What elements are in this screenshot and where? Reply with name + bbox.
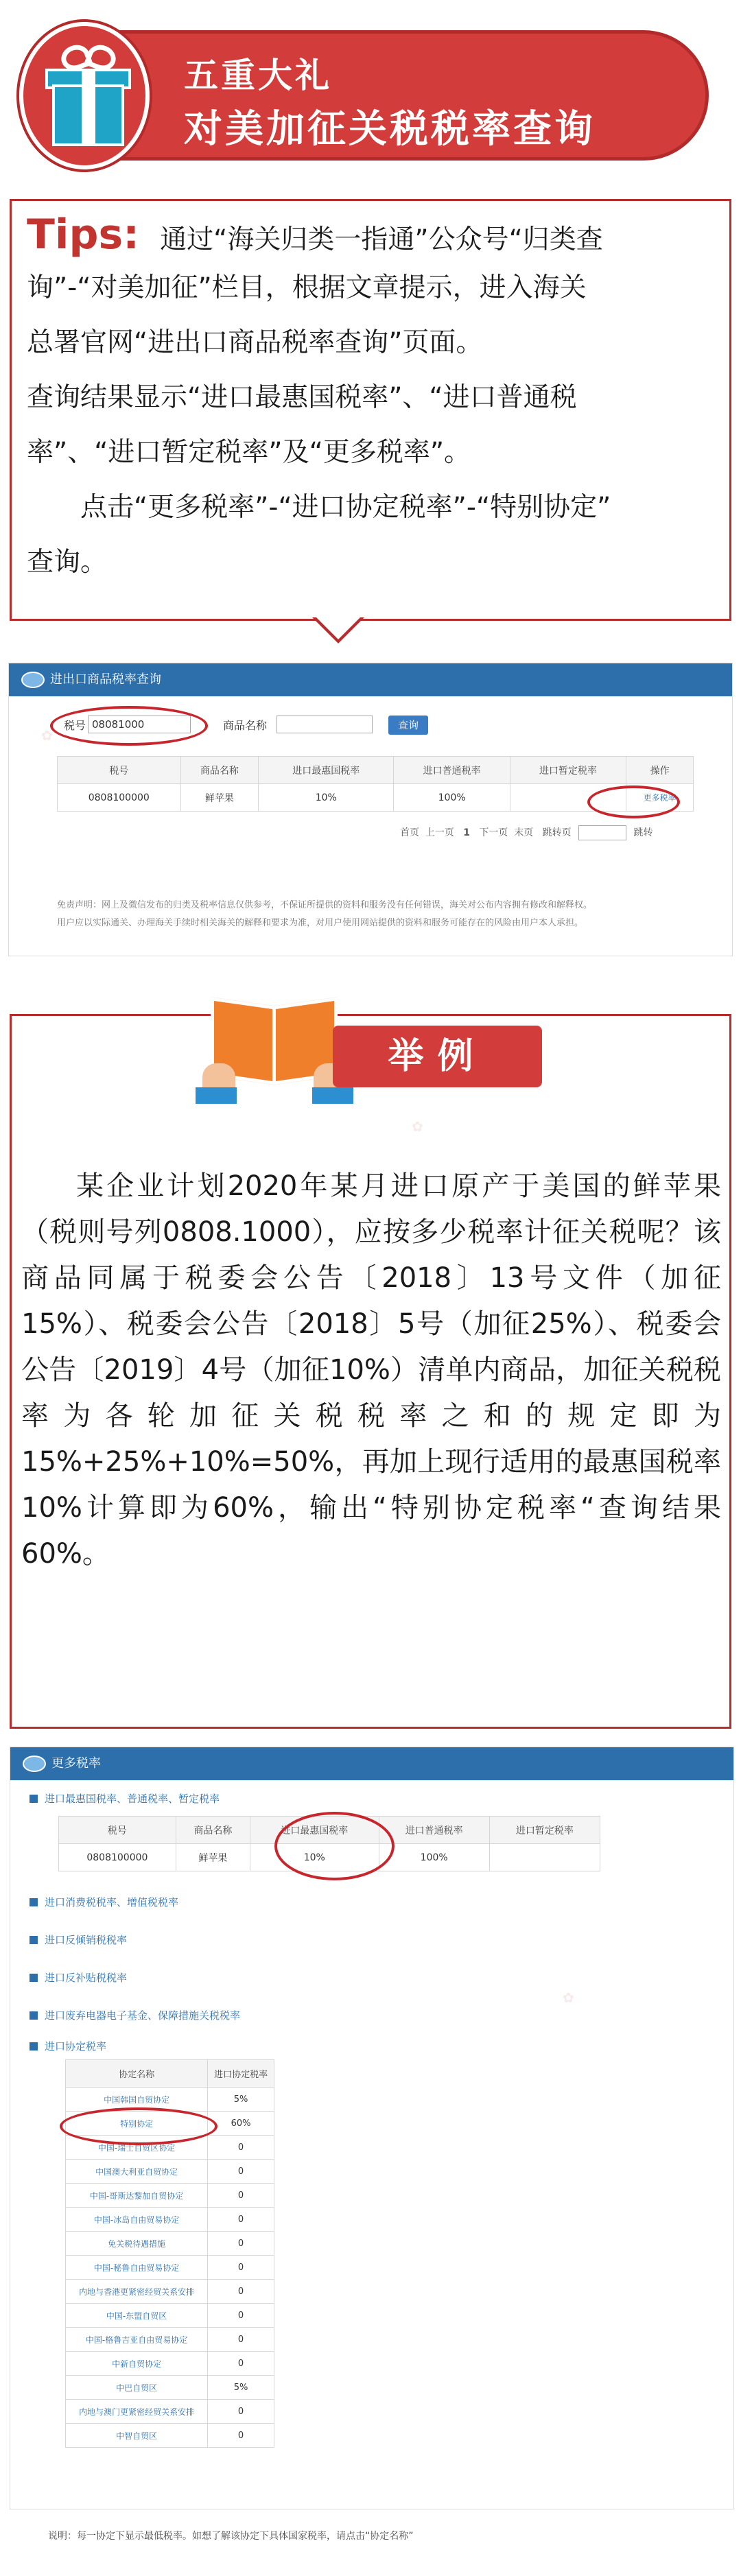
tips-line: 询”-“对美加征”栏目，根据文章提示，进入海关: [27, 272, 587, 303]
customs-logo-icon: [21, 672, 45, 688]
jump-button[interactable]: 跳转: [633, 827, 653, 838]
column-header: 协定名称: [66, 2060, 208, 2088]
customs-logo-icon: [23, 1756, 46, 1772]
agreement-name-link[interactable]: 免关税待遇措施: [66, 2232, 208, 2256]
agreement-name-link[interactable]: 内地与香港更紧密经贸关系安排: [66, 2280, 208, 2304]
watermark: ✿: [41, 727, 53, 744]
section-countervailing[interactable]: 进口反补贴税税率: [30, 1970, 127, 1985]
column-header: 进口普通税率: [379, 1817, 489, 1844]
disclaimer-line: 用户应以实际通关、办理海关手续时相关海关的解释和要求为准，对用户使用网站提供的资料和服务可能存在的风险由用户本人承担。: [57, 918, 584, 928]
more-rates-link[interactable]: 更多税率: [626, 784, 694, 812]
gift-icon: [19, 22, 150, 169]
agreement-name-link[interactable]: 中新自贸协定: [66, 2352, 208, 2376]
agreement-rate: 0: [208, 2328, 274, 2352]
table-cell: 鲜苹果: [180, 784, 259, 812]
column-header: 进口最惠国税率: [259, 757, 394, 784]
agreement-rate: 5%: [208, 2088, 274, 2112]
panel-header: [9, 663, 732, 696]
agreement-name-link[interactable]: 中智自贸区: [66, 2424, 208, 2448]
tips-line: 点击“更多税率”-“进口协定税率”-“特别协定”: [80, 492, 611, 523]
search-button[interactable]: 查询: [388, 716, 428, 735]
table-cell: 10%: [250, 1844, 379, 1871]
table-row: [66, 2184, 274, 2208]
code-input[interactable]: 08081000: [88, 716, 191, 733]
agreement-rate: 0: [208, 2352, 274, 2376]
agreement-name-link[interactable]: 中国-瑞士自贸区协定: [66, 2136, 208, 2160]
jump-label: 跳转页: [542, 827, 572, 838]
tariff-query-screenshot: [8, 663, 733, 956]
column-header: 税号: [58, 757, 181, 784]
column-header: 商品名称: [176, 1817, 250, 1844]
table-cell: 10%: [259, 784, 394, 812]
disclaimer: [57, 897, 716, 932]
section-banner: [19, 22, 712, 169]
table-row: [66, 2304, 274, 2328]
agreement-rate: 60%: [208, 2112, 274, 2136]
code-label: 税号: [64, 719, 86, 732]
example-box: [10, 1014, 731, 1729]
agreement-rate: 0: [208, 2208, 274, 2232]
watermark: ✿: [412, 1118, 423, 1135]
table-row: [66, 2088, 274, 2112]
agreement-rate: 0: [208, 2232, 274, 2256]
agreement-name-link[interactable]: 中国-秘鲁自由贸易协定: [66, 2256, 208, 2280]
example-text: 某企业计划2020年某月进口原产于美国的鲜苹果（税则号列0808.1000），应按多少税率计征关税呢？该商品同属于税委会公告〔2018〕13号文件（加征15%）、税委会公告〔2018〕5号（加征25%）、税委会公告〔2019〕4号（加征10%）清单内商品，加征关税税率为各轮加征关税税率之和的规定即为15%+25%+10%=50%，再加上现行适用的最惠国税率10%计算即为60%，输出“特别协定税率“查询结果60%。: [21, 1170, 721, 1570]
last-page-link[interactable]: 末页: [514, 827, 534, 838]
table-row: [66, 2400, 274, 2424]
agreement-name-link[interactable]: 中国韩国自贸协定: [66, 2088, 208, 2112]
table-row: [66, 2280, 274, 2304]
current-page: 1: [463, 827, 471, 838]
name-label: 商品名称: [223, 719, 268, 732]
expand-icon: [30, 1936, 38, 1944]
agreement-rate: 0: [208, 2400, 274, 2424]
agreement-rate: 0: [208, 2304, 274, 2328]
table-cell: 0808100000: [58, 784, 181, 812]
agreement-name-link[interactable]: 中国-格鲁吉亚自由贸易协定: [66, 2328, 208, 2352]
banner-title: 五重大礼: [184, 56, 332, 95]
agreement-rate: 0: [208, 2136, 274, 2160]
table-cell: 100%: [394, 784, 510, 812]
jump-input[interactable]: [578, 825, 626, 840]
column-header: 进口协定税率: [208, 2060, 274, 2088]
table-row: [66, 2232, 274, 2256]
agreement-rate: 0: [208, 2424, 274, 2448]
expand-icon: [30, 2042, 38, 2051]
column-header: 操作: [626, 757, 694, 784]
table-row: [66, 2256, 274, 2280]
table-header-row: [66, 2060, 274, 2088]
table-row: [66, 2424, 274, 2448]
agreement-rate: 5%: [208, 2376, 274, 2400]
section-consumption[interactable]: 进口消费税税率、增值税税率: [30, 1895, 178, 1909]
panel-title: 进出口商品税率查询: [50, 672, 161, 687]
table-row: [66, 2208, 274, 2232]
agreement-rate: 0: [208, 2184, 274, 2208]
more-rates-screenshot: [10, 1747, 734, 2509]
column-header: 商品名称: [180, 757, 259, 784]
column-header: 进口普通税率: [394, 757, 510, 784]
table-row: [66, 2352, 274, 2376]
table-cell: 100%: [379, 1844, 489, 1871]
column-header: 进口暂定税率: [510, 757, 626, 784]
watermark: ✿: [563, 1989, 574, 2006]
tips-line: 查询。: [27, 547, 108, 578]
first-page-link[interactable]: 首页: [400, 827, 419, 838]
agreement-rate: 0: [208, 2160, 274, 2184]
table-row: [66, 2376, 274, 2400]
agreement-name-link[interactable]: 中国-东盟自贸区: [66, 2304, 208, 2328]
section-agreement[interactable]: 进口协定税率: [30, 2039, 106, 2053]
agreement-name-link[interactable]: 中国澳大利亚自贸协定: [66, 2160, 208, 2184]
table-cell: [489, 1844, 600, 1871]
expand-icon: [30, 1795, 38, 1803]
table-row: [66, 2328, 274, 2352]
open-book-icon: [202, 988, 346, 1098]
tips-line: 总署官网“进出口商品税率查询”页面。: [27, 327, 483, 358]
agreement-name-link[interactable]: 特别协定: [66, 2112, 208, 2136]
tips-line: 率”、“进口暂定税率”及“更多税率”。: [27, 437, 471, 468]
panel-title: 更多税率: [51, 1756, 101, 1771]
disclaimer-line: 免责声明：网上及微信发布的归类及税率信息仅供参考，不保证所提供的资料和服务没有任何错误，海关对公布内容拥有修改和解释权。: [57, 900, 593, 910]
expand-icon: [30, 1974, 38, 1982]
example-tag: 举例: [333, 1026, 542, 1087]
column-header: 税号: [59, 1817, 176, 1844]
footnote: 说明：每一协定下显示最低税率。如想了解该协定下具体国家税率，请点击“协定名称”: [48, 2531, 414, 2542]
panel-header: [10, 1747, 733, 1780]
agreement-name-link[interactable]: 中国-哥斯达黎加自贸协定: [66, 2184, 208, 2208]
section-antidumping[interactable]: 进口反倾销税税率: [30, 1933, 127, 1947]
table-row: [66, 2160, 274, 2184]
tips-label: Tips:: [27, 211, 140, 259]
highlight-oval: [587, 785, 680, 818]
name-input[interactable]: [277, 716, 373, 733]
section-fund[interactable]: 进口废弃电器电子基金、保障措施关税税率: [30, 2008, 240, 2022]
agreement-name-link[interactable]: 中巴自贸区: [66, 2376, 208, 2400]
agreement-name-link[interactable]: 内地与澳门更紧密经贸关系安排: [66, 2400, 208, 2424]
agreement-rate: 0: [208, 2256, 274, 2280]
tips-box: [10, 199, 731, 621]
column-header: 进口暂定税率: [489, 1817, 600, 1844]
tips-line: 查询结果显示“进口最惠国税率”、“进口普通税: [27, 382, 577, 413]
agreement-name-link[interactable]: 中国-冰岛自由贸易协定: [66, 2208, 208, 2232]
table-cell: 0808100000: [59, 1844, 176, 1871]
section-mfn[interactable]: 进口最惠国税率、普通税率、暂定税率: [30, 1791, 220, 1806]
expand-icon: [30, 1898, 38, 1906]
next-page-link[interactable]: 下一页: [479, 827, 508, 838]
highlight-oval: [60, 2107, 217, 2145]
highlight-oval: [274, 1812, 395, 1880]
banner-subtitle: 对美加征关税税率查询: [184, 107, 596, 152]
table-cell: 鲜苹果: [176, 1844, 250, 1871]
highlight-oval: [50, 706, 208, 746]
agreement-rate: 0: [208, 2280, 274, 2304]
tips-line: 通过“海关归类一指通”公众号“归类查: [160, 224, 603, 255]
pagination: [400, 825, 653, 840]
column-header: 进口最惠国税率: [250, 1817, 379, 1844]
table-header-row: [58, 757, 694, 784]
prev-page-link[interactable]: 上一页: [425, 827, 454, 838]
expand-icon: [30, 2011, 38, 2020]
